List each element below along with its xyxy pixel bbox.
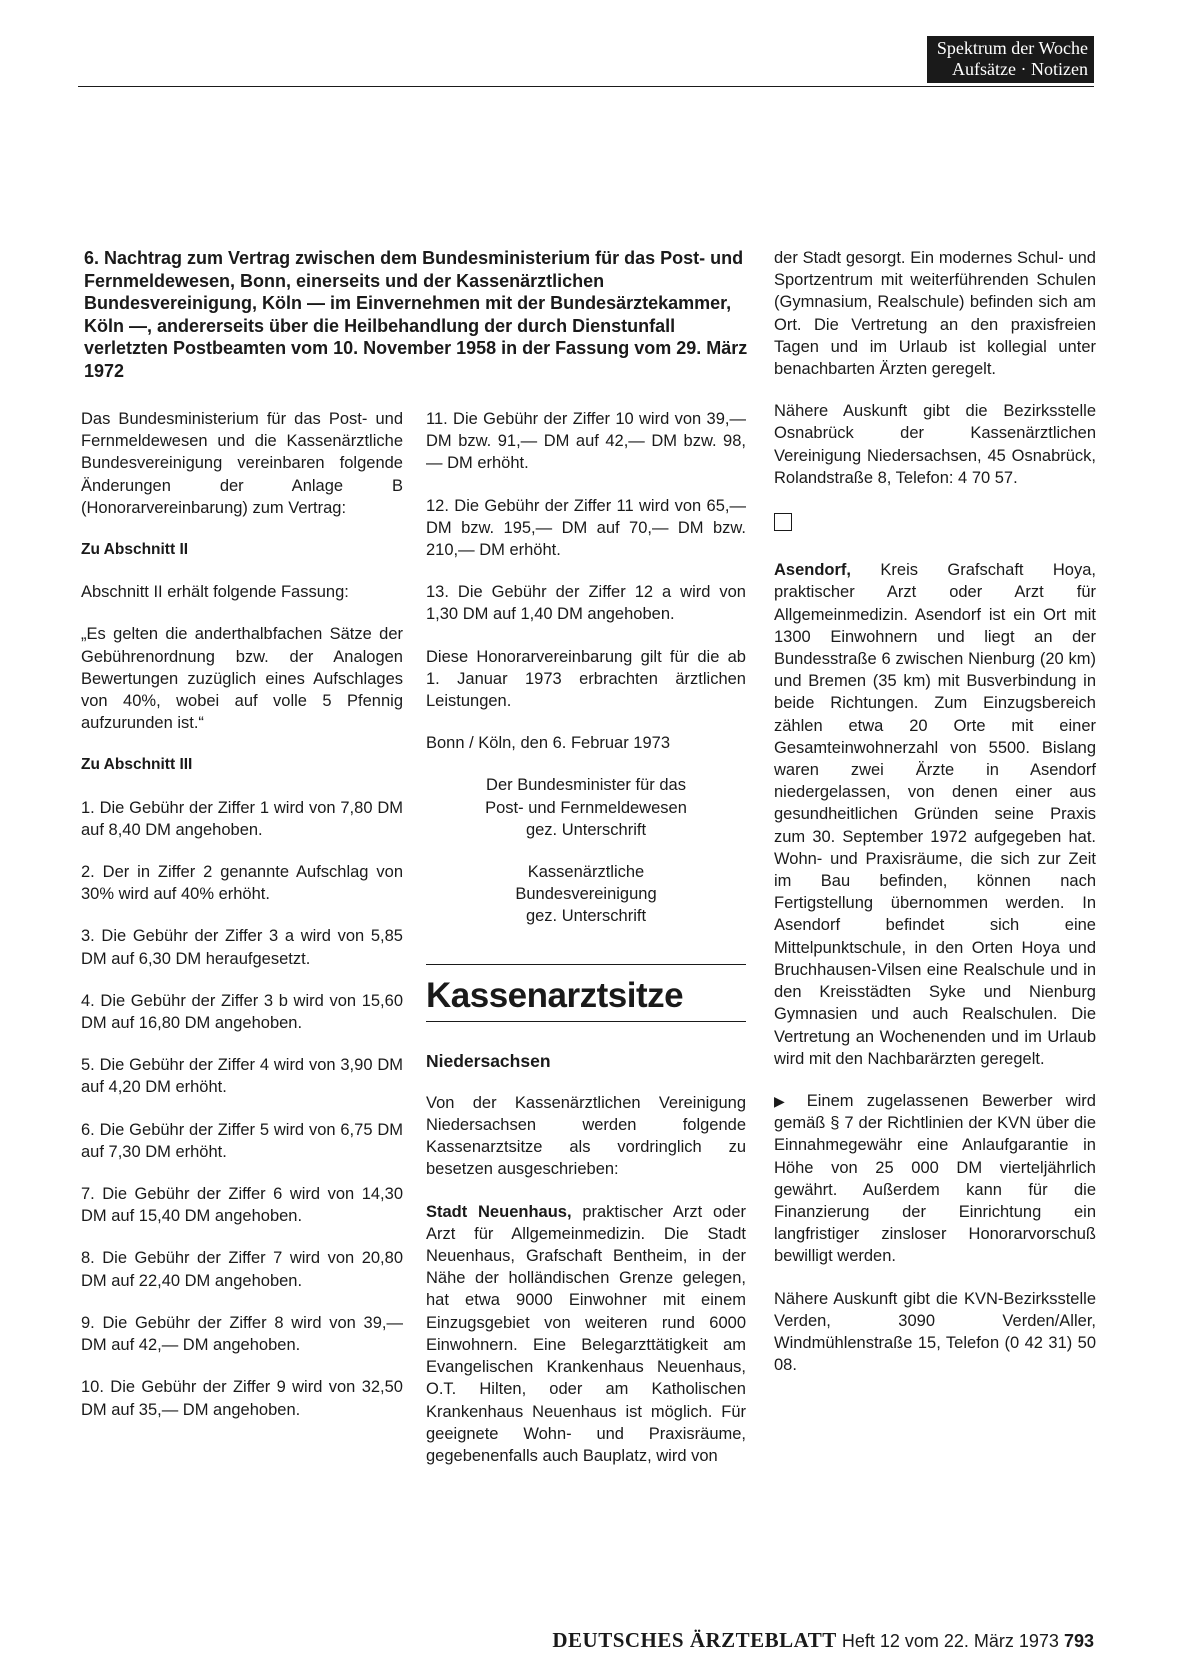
column-3 xyxy=(774,247,1096,1396)
quote-paragraph: „Es gelten die anderthalbfachen Sätze der Gebührenordnung bzw. der Analogen Bewertungen zuzüglich eines Aufschlages von 40%, wobei auf volle 5 Pfennig aufzurunden ist.“ xyxy=(81,625,403,733)
column-2 xyxy=(426,408,746,1487)
list-item: 7. Die Gebühr der Ziffer 6 wird von 14,30 DM auf 15,40 DM angehoben. xyxy=(81,1185,403,1226)
contact-info-osnabrueck: Nähere Auskunft gibt die Bezirksstelle Osnabrück der Kassenärztlichen Vereinigung Niedersachsen, 45 Osnabrück, Rolandstraße 8, Telefon: 4 70 57. xyxy=(774,402,1096,487)
header-line-1: Spektrum der Woche xyxy=(936,38,1088,58)
section-title: Kassenarztsitze xyxy=(426,965,746,1022)
section-2-text: Abschnitt II erhält folgende Fassung: xyxy=(81,583,349,602)
column-1 xyxy=(81,408,403,1441)
header-line-2: Aufsätze · Notizen xyxy=(952,59,1088,79)
region-heading: Niedersachsen xyxy=(426,1050,551,1071)
list-item: 5. Die Gebühr der Ziffer 4 wird von 3,90 DM auf 4,20 DM erhöht. xyxy=(81,1056,403,1097)
validity-paragraph: Diese Honorarvereinbarung gilt für die ab 1. Januar 1973 erbrachten ärztlichen Leistungen. xyxy=(426,647,746,711)
signature-line: gez. Unterschrift xyxy=(525,820,647,839)
listing-neuenhaus xyxy=(426,1201,746,1467)
intro-paragraph: Das Bundesministerium für das Post- und Fernmeldewesen und die Kassenärztliche Bundesvereinigung vereinbaren folgende Änderungen der Anlage B (Honorarvereinbarung) zum Vertrag: xyxy=(81,410,403,517)
list-item: 10. Die Gebühr der Ziffer 9 wird von 32,50 DM auf 35,— DM angehoben. xyxy=(81,1378,403,1419)
subheading-section-2: Zu Abschnitt II xyxy=(81,541,189,559)
signature-kbv xyxy=(426,861,746,928)
listing-name: Asendorf, xyxy=(774,561,852,580)
list-item: 13. Die Gebühr der Ziffer 12 a wird von 1,30 DM auf 1,40 DM angehoben. xyxy=(426,583,746,624)
list-item: 12. Die Gebühr der Ziffer 11 wird von 65,— DM bzw. 195,— DM auf 70,— DM bzw. 210,— DM erhöht. xyxy=(426,496,746,560)
signature-ministry xyxy=(426,774,746,841)
listing-text: Kreis Grafschaft Hoya, praktischer Arzt oder Arzt für Allgemeinmedizin. Asendorf ist ein Ort mit 1300 Einwohnern und liegt an der Bundesstraße 6 zwischen Nienburg (20 km) und Bremen (35 km) mit Busverbindung in beide Richtungen. Zum Einzugsbereich zählen etwa 20 Orte mit einer Gesamteinwohnerzahl von 5500. Bislang waren zwei Ärzte in Asendorf niedergelassen, von denen einer aus gesundheitlichen Gründen seine Praxis zum 30. September 1972 aufgegeben hat. Wohn- und Praxisräume, die sich zur Zeit im Bau befinden, können nach Fertigstellung übernommen werden. In Asendorf befindet sich eine Mittelpunktschule, in den Orten Hoya und Bruchhausen-Vilsen eine Realschule und in den Kreisstädten Syke und Nienburg Gymnasien und auch Realschulen. Die Vertretung an Wochenenden und im Urlaub wird mit den Nachbarärzten geregelt. xyxy=(774,561,1096,1068)
signature-line: Der Bundesminister für das xyxy=(486,776,686,795)
list-item: 9. Die Gebühr der Ziffer 8 wird von 39,— DM auf 42,— DM angehoben. xyxy=(81,1313,403,1355)
list-item: 3. Die Gebühr der Ziffer 3 a wird von 5,85 DM auf 6,30 DM heraufgesetzt. xyxy=(81,927,403,968)
signature-line: Post- und Fernmeldewesen xyxy=(485,798,687,817)
listing-continuation: der Stadt gesorgt. Ein modernes Schul- und Sportzentrum mit weiterführenden Schulen (Gymnasium, Realschule) befinden sich am Ort. Die Vertretung an den praxisfreien Tagen und im Urlaub ist kollegial unter benachbarten Ärzten geregelt. xyxy=(774,249,1096,379)
guarantee-text: Einem zugelassenen Bewerber wird gemäß § 7 der Richtlinien der KVN über die Einnahmegewähr eine Anlaufgarantie in Höhe von 25 000 DM vierteljährlich gewährt. Außerdem kann für die Finanzierung der Einrichtung ein langfristiger zinsloser Honorarvorschuß bewilligt werden. xyxy=(774,1091,1096,1266)
article-title: 6. Nachtrag zum Vertrag zwischen dem Bundesministerium für das Post- und Fernmeldewesen, Bonn, einerseits und der Kassenärztlichen Bundesvereinigung, Köln — im Einvernehmen mit der Bundesärztekammer, Köln —, andererseits über die Heilbehandlung der durch Dienstunfall verletzten Postbeamten vom 10. November 1958 in der Fassung vom 29. März 1972 xyxy=(84,248,748,381)
publication-name: DEUTSCHES ÄRZTEBLATT xyxy=(552,1628,837,1652)
region-intro: Von der Kassenärztlichen Vereinigung Niedersachsen werden folgende Kassenarztsitze als vordringlich zu besetzen ausgeschrieben: xyxy=(426,1093,746,1179)
page-number: 793 xyxy=(1063,1631,1094,1651)
listing-asendorf xyxy=(774,559,1096,1070)
guarantee-paragraph xyxy=(774,1090,1096,1268)
listing-name: Stadt Neuenhaus, xyxy=(426,1202,572,1221)
signature-line: Bundesvereinigung xyxy=(515,885,657,904)
issue-info: Heft 12 vom 22. März 1973 xyxy=(841,1631,1059,1651)
list-item: 1. Die Gebühr der Ziffer 1 wird von 7,80 DM auf 8,40 DM angehoben. xyxy=(81,798,403,839)
list-item: 11. Die Gebühr der Ziffer 10 wird von 39,— DM bzw. 91,— DM auf 42,— DM bzw. 98,— DM erhöht. xyxy=(426,410,746,473)
section-header-badge xyxy=(927,36,1094,83)
separator-square-icon xyxy=(774,513,792,531)
contact-info-verden: Nähere Auskunft gibt die KVN-Bezirksstelle Verden, 3090 Verden/Aller, Windmühlenstraße 15, Telefon (0 42 31) 50 08. xyxy=(774,1289,1096,1375)
header-rule xyxy=(78,86,1094,87)
signature-line: gez. Unterschrift xyxy=(525,907,647,926)
place-date: Bonn / Köln, den 6. Februar 1973 xyxy=(426,734,671,753)
triangle-bullet-icon: ▶ xyxy=(774,1092,794,1109)
list-item: 2. Der in Ziffer 2 genannte Aufschlag von 30% wird auf 40% erhöht. xyxy=(81,863,403,904)
list-item: 6. Die Gebühr der Ziffer 5 wird von 6,75 DM auf 7,30 DM erhöht. xyxy=(81,1120,403,1161)
list-item: 8. Die Gebühr der Ziffer 7 wird von 20,80 DM auf 22,40 DM angehoben. xyxy=(81,1249,403,1290)
signature-line: Kassenärztliche xyxy=(527,863,645,882)
list-item: 4. Die Gebühr der Ziffer 3 b wird von 15,60 DM auf 16,80 DM angehoben. xyxy=(81,991,403,1033)
subheading-section-3: Zu Abschnitt III xyxy=(81,756,193,774)
page-footer xyxy=(552,1628,1094,1653)
listing-text: praktischer Arzt oder Arzt für Allgemeinmedizin. Die Stadt Neuenhaus, Grafschaft Bentheim, in der Nähe der holländischen Grenze gelegen, hat etwa 9000 Einwohner mit einem Einzugsgebiet von weiteren rund 6000 Einwohnern. Eine Belegarzttätigkeit am Evangelischen Krankenhaus Neuenhaus, O.T. Hilten, oder am Katholischen Krankenhaus Neuenhaus ist möglich. Für geeignete Wohn- und Praxisräume, gegebenenfalls auch Bauplatz, wird von xyxy=(426,1202,746,1465)
